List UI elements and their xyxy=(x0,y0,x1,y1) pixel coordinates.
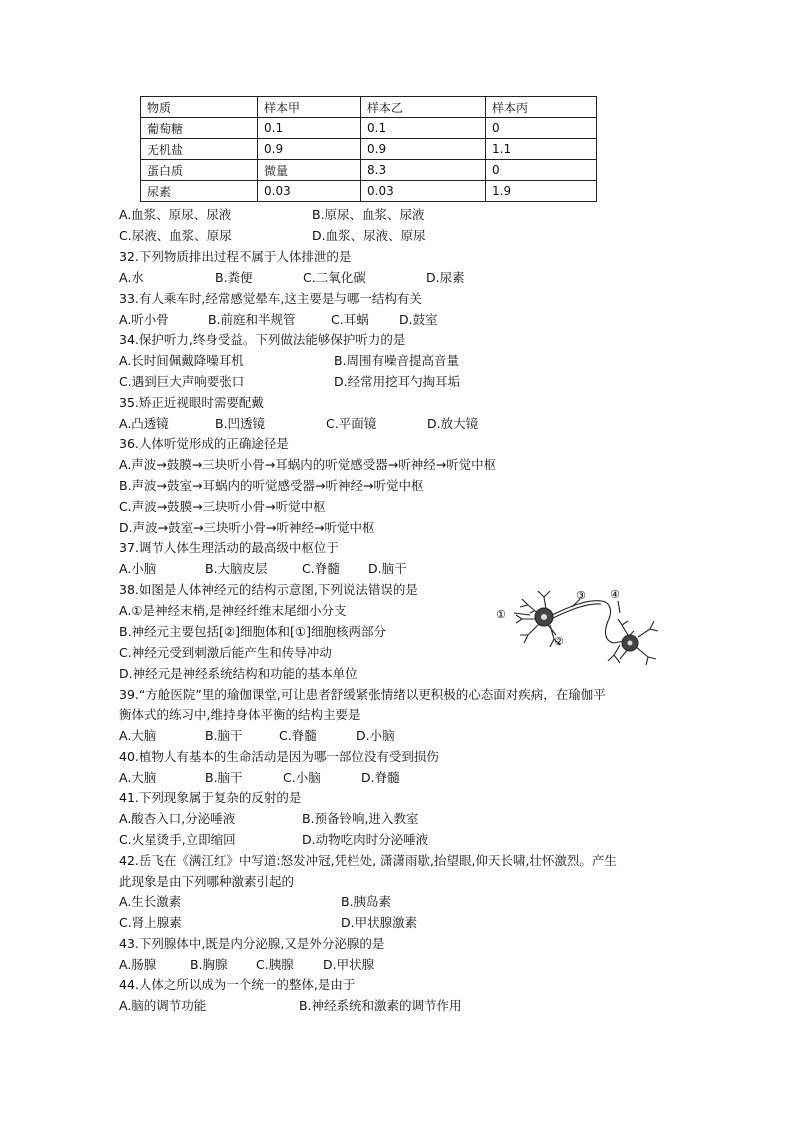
table-cell: 0.9 xyxy=(361,139,486,160)
table-cell: 0 xyxy=(486,160,597,181)
table-row xyxy=(141,118,597,139)
q33-option-b: B.前庭和半规管 xyxy=(208,312,296,327)
q36-option-c: C.声波→鼓膜→三块听小骨→听觉中枢 xyxy=(119,499,326,514)
q32-option-b: B.粪便 xyxy=(215,270,253,285)
q36-option-d: D.声波→鼓室→三块听小骨→听神经→听觉中枢 xyxy=(119,520,375,535)
table-header-cell: 样本甲 xyxy=(258,97,361,118)
q40-option-b: B.脑干 xyxy=(205,770,243,785)
table-cell: 无机盐 xyxy=(141,139,258,160)
table-cell: 尿素 xyxy=(141,181,258,202)
q36-option-a: A.声波→鼓膜→三块听小骨→耳蜗内的听觉感受器→听神经→听觉中枢 xyxy=(119,457,497,472)
table-header-row xyxy=(141,97,597,118)
q38-option-d: D.神经元是神经系统结构和功能的基本单位 xyxy=(119,666,358,681)
q40-stem: 40.植物人有基本的生命活动是因为哪一部位没有受到损伤 xyxy=(119,749,439,764)
q32-option-d: D.尿素 xyxy=(426,270,465,285)
table-cell: 1.9 xyxy=(486,181,597,202)
q43-stem: 43.下列腺体中,既是内分泌腺,又是外分泌腺的是 xyxy=(119,936,385,951)
q43-option-c: C.胰腺 xyxy=(256,957,294,972)
q39-stem-line1: 39.“方舱医院”里的瑜伽课堂,可让患者舒缓紧张情绪以更积极的心态面对疾病，在瑜伽平 xyxy=(119,687,606,702)
q35-option-b: B.凹透镜 xyxy=(215,416,266,431)
q42-option-d: D.甲状腺激素 xyxy=(341,915,418,930)
q31-option-b: B.原尿、血浆、尿液 xyxy=(312,207,425,222)
q41-option-a: A.酸杏入口,分泌唾液 xyxy=(119,811,236,826)
q40-option-d: D.脊髓 xyxy=(361,770,400,785)
q34-option-c: C.遇到巨大声响要张口 xyxy=(119,374,245,389)
q44-stem: 44.人体之所以成为一个统一的整体,是由于 xyxy=(119,977,356,992)
q39-option-d: D.小脑 xyxy=(356,728,395,743)
q32-option-a: A.水 xyxy=(119,270,144,285)
q34-option-d: D.经常用挖耳勺掏耳垢 xyxy=(334,374,461,389)
q42-option-a: A.生长激素 xyxy=(119,894,182,909)
q35-option-a: A.凸透镜 xyxy=(119,416,169,431)
q44-option-b: B.神经系统和激素的调节作用 xyxy=(299,998,462,1013)
q38-option-a: A.①是神经末梢,是神经纤维末尾细小分支 xyxy=(119,603,347,618)
table-cell: 蛋白质 xyxy=(141,160,258,181)
q43-option-d: D.甲状腺 xyxy=(323,957,375,972)
q32-option-c: C.二氧化碳 xyxy=(303,270,366,285)
q39-option-a: A.大脑 xyxy=(119,728,157,743)
q41-stem: 41.下列现象属于复杂的反射的是 xyxy=(119,790,302,805)
q41-option-c: C.火星烫手,立即缩回 xyxy=(119,832,236,847)
q41-option-b: B.预备铃响,进入教室 xyxy=(302,811,419,826)
q40-option-c: C.小脑 xyxy=(283,770,321,785)
q42-option-b: B.胰岛素 xyxy=(341,894,392,909)
neuron-diagram xyxy=(494,585,664,667)
q39-option-c: C.脊髓 xyxy=(279,728,317,743)
table-cell: 8.3 xyxy=(361,160,486,181)
table-cell: 0.1 xyxy=(361,118,486,139)
table-cell: 0.9 xyxy=(258,139,361,160)
table-cell: 0.03 xyxy=(258,181,361,202)
table-cell: 葡萄糖 xyxy=(141,118,258,139)
table-row xyxy=(141,181,597,202)
q42-option-c: C.肾上腺素 xyxy=(119,915,182,930)
q35-stem: 35.矫正近视眼时需要配戴 xyxy=(119,395,264,410)
q31-option-a: A.血浆、原尿、尿液 xyxy=(119,207,232,222)
neuron-label-2: ② xyxy=(554,635,564,648)
table-cell: 0.1 xyxy=(258,118,361,139)
q33-option-c: C.耳蜗 xyxy=(331,312,369,327)
neuron-label-3: ③ xyxy=(576,589,586,602)
q37-option-d: D.脑干 xyxy=(368,561,407,576)
q31-option-d: D.血浆、尿液、原尿 xyxy=(312,228,426,243)
table-header-cell: 样本丙 xyxy=(486,97,597,118)
table-header-cell: 样本乙 xyxy=(361,97,486,118)
q35-option-d: D.放大镜 xyxy=(427,416,479,431)
q42-stem-line1: 42.岳飞在《满江红》中写道:怒发冲冠,凭栏处, 潇潇雨歇,抬望眼,仰天长啸,壮怀激烈。产生 xyxy=(119,853,617,868)
q39-stem-line2: 衡体式的练习中,维持身体平衡的结构主要是 xyxy=(119,707,361,722)
q43-option-b: B.胸腺 xyxy=(190,957,228,972)
q33-stem: 33.有人乘车时,经常感觉晕车,这主要是与哪一结构有关 xyxy=(119,291,422,306)
q31-option-c: C.尿液、血浆、原尿 xyxy=(119,228,232,243)
q35-option-c: C.平面镜 xyxy=(326,416,377,431)
q44-option-a: A.脑的调节功能 xyxy=(119,998,207,1013)
q34-stem: 34.保护听力,终身受益。下列做法能够保护听力的是 xyxy=(119,332,406,347)
table-cell: 0.03 xyxy=(361,181,486,202)
table-row xyxy=(141,139,597,160)
q37-stem: 37.调节人体生理活动的最高级中枢位于 xyxy=(119,540,339,555)
q43-option-a: A.肠腺 xyxy=(119,957,157,972)
q38-option-c: C.神经元受到刺激后能产生和传导冲动 xyxy=(119,645,332,660)
q38-stem: 38.如图是人体神经元的结构示意图,下列说法错误的是 xyxy=(119,582,418,597)
q38-option-b: B.神经元主要包括[②]细胞体和[①]细胞核两部分 xyxy=(119,624,386,639)
table-cell: 1.1 xyxy=(486,139,597,160)
q33-option-a: A.听小骨 xyxy=(119,312,169,327)
table-cell: 0 xyxy=(486,118,597,139)
q37-option-c: C.脊髓 xyxy=(302,561,340,576)
q37-option-a: A.小脑 xyxy=(119,561,157,576)
q32-stem: 32.下列物质排出过程不属于人体排泄的是 xyxy=(119,249,352,264)
q36-option-b: B.声波→鼓室→耳蜗内的听觉感受器→听神经→听觉中枢 xyxy=(119,478,424,493)
table-row xyxy=(141,160,597,181)
q42-stem-line2: 此现象是由下列哪种激素引起的 xyxy=(119,874,295,889)
q39-option-b: B.脑干 xyxy=(205,728,243,743)
q34-option-b: B.周围有噪音提高音量 xyxy=(334,353,460,368)
q33-option-d: D.鼓室 xyxy=(399,312,438,327)
q37-option-b: B.大脑皮层 xyxy=(205,561,268,576)
table-header-cell: 物质 xyxy=(141,97,258,118)
q41-option-d: D.动物吃肉时分泌唾液 xyxy=(302,832,429,847)
substance-sample-table xyxy=(140,96,597,202)
table-cell: 微量 xyxy=(258,160,361,181)
neuron-label-1: ① xyxy=(496,608,506,621)
q34-option-a: A.长时间佩戴降噪耳机 xyxy=(119,353,244,368)
q36-stem: 36.人体听觉形成的正确途径是 xyxy=(119,436,289,451)
neuron-label-4: ④ xyxy=(610,588,620,601)
q40-option-a: A.大脑 xyxy=(119,770,157,785)
